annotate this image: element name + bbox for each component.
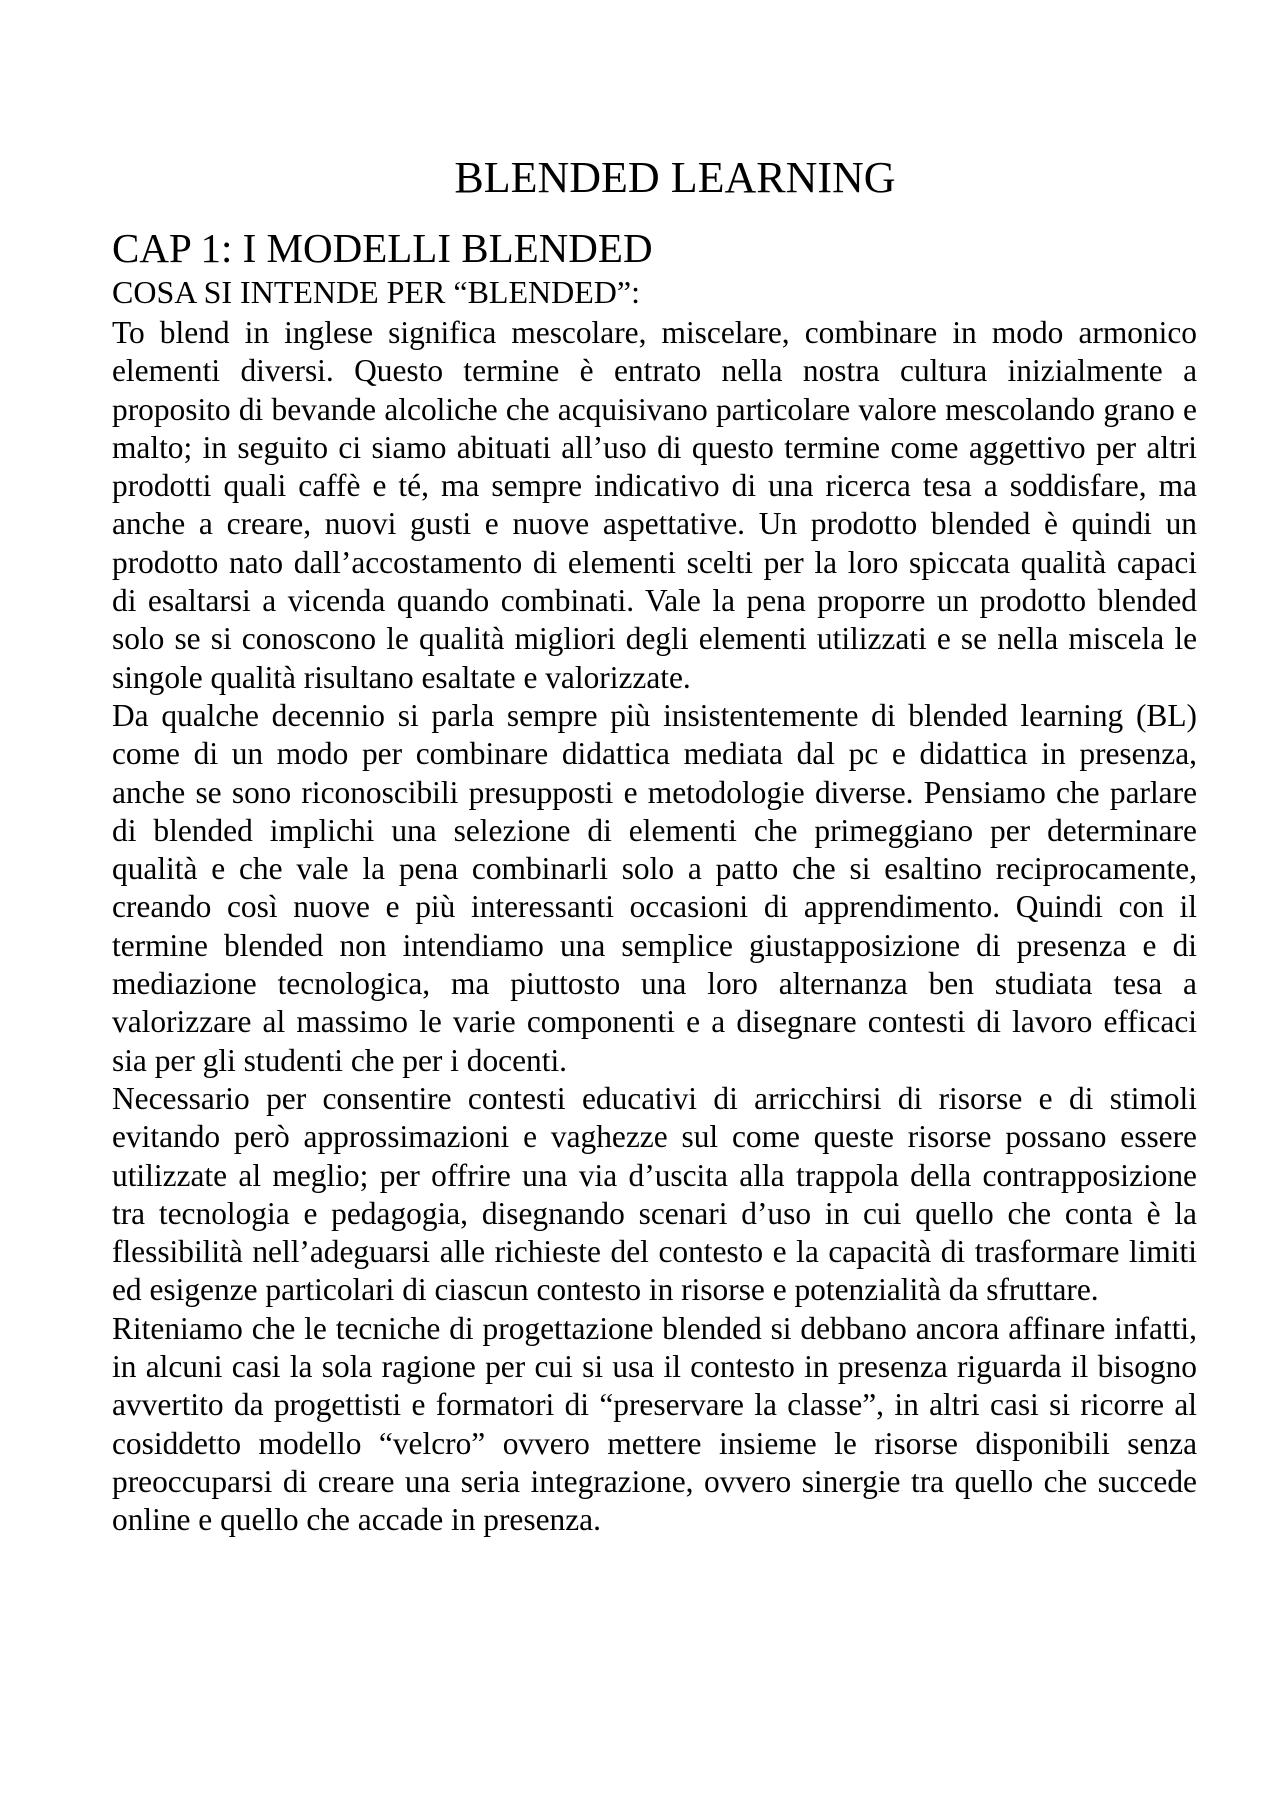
body-text: [112, 314, 1197, 1540]
section-title: COSA SI INTENDE PER “BLENDED”:: [112, 274, 640, 310]
paragraph: Riteniamo che le tecniche di progettazione blended si debbano ancora affinare infatti, in alcuni casi la sola ragione per cui si usa il contesto in presenza riguarda il bisogno avvertito da progettisti e formatori di “preservare la classe”, in altri casi si ricorre al cosiddetto modello “velcro” ovvero mettere insieme le risorse disponibili senza preoccuparsi di creare una seria integrazione, ovvero sinergie tra quello che succede online e quello che accade in presenza.: [112, 1310, 1197, 1538]
paragraph: Da qualche decennio si parla sempre più insistentemente di blended learning (BL) come di un modo per combinare didattica mediata dal pc e didattica in presenza, anche se sono riconoscibili presupposti e metodologie diverse. Pensiamo che parlare di blended implichi una selezione di elementi che primeggiano per determinare qualità e che vale la pena combinarli solo a patto che si esaltino reciprocamente, creando così nuove e più interessanti occasioni di apprendimento. Quindi con il termine blended non intendiamo una semplice giustapposizione di presenza e di mediazione tecnologica, ma piuttosto una loro alternanza ben studiata tesa a valorizzare al massimo le varie componenti e a disegnare contesti di lavoro efficaci sia per gli studenti che per i docenti.: [112, 697, 1197, 1078]
document-title: BLENDED LEARNING: [454, 153, 896, 202]
chapter-title: CAP 1: I MODELLI BLENDED: [112, 225, 653, 271]
paragraph: To blend in inglese significa mescolare, miscelare, combinare in modo armonico elementi diversi. Questo termine è entrato nella nostra cultura inizialmente a proposito di bevande alcoliche che acquisivano particolare valore mescolando grano e malto; in seguito ci siamo abituati all’uso di questo termine come aggettivo per altri prodotti quali caffè e té, ma sempre indicativo di una ricerca tesa a soddisfare, ma anche a creare, nuovi gusti e nuove aspettative. Un prodotto blended è quindi un prodotto nato dall’accostamento di elementi scelti per la loro spiccata qualità capaci di esaltarsi a vicenda quando combinati. Vale la pena proporre un prodotto blended solo se si conoscono le qualità migliori degli elementi utilizzati e se nella miscela le singole qualità risultano esaltate e valorizzate.: [112, 315, 1197, 695]
paragraph: Necessario per consentire contesti educativi di arricchirsi di risorse e di stimoli evitando però approssimazioni e vaghezze sul come queste risorse possano essere utilizzate al meglio; per offrire una via d’uscita alla trappola della contrapposizione tra tecnologia e pedagogia, disegnando scenari d’uso in cui quello che conta è la flessibilità nell’adeguarsi alle richieste del contesto e la capacità di trasformare limiti ed esigenze particolari di ciascun contesto in risorse e potenzialità da sfruttare.: [112, 1080, 1197, 1308]
